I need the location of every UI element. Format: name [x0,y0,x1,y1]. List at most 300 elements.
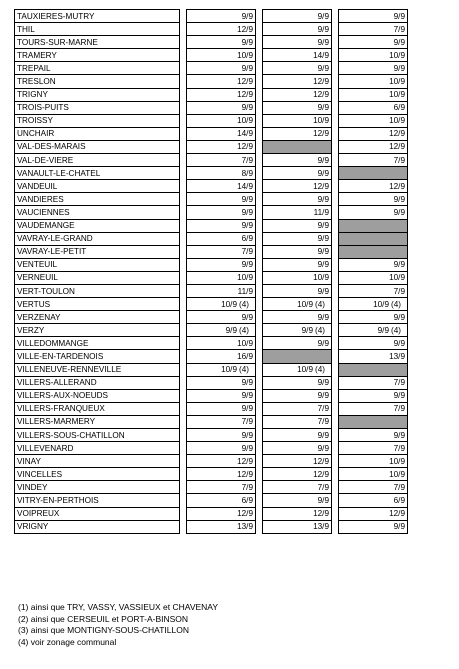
value-text: 7/9 [317,482,329,492]
commune-name: VINDEY [15,481,180,494]
value-text: 7/9 [317,404,329,414]
table-row [15,180,408,193]
value-cell [339,507,408,520]
value-text: 9/9 [241,260,253,270]
commune-name: TREPAIL [15,62,180,75]
value-text: 9/9 [393,63,405,73]
table-row [15,140,408,153]
column-spacer [256,402,263,415]
column-spacer [180,245,187,258]
value-text: 12/9 [313,90,329,100]
value-text: 10/9 [221,299,237,309]
column-spacer [256,36,263,49]
value-text: 10/9 [221,365,237,375]
column-spacer [180,127,187,140]
value-text: 13/9 [389,351,405,361]
value-cell [339,180,408,193]
value-cell [187,36,256,49]
footnote-1: (1) ainsi que TRY, VASSY, VASSIEUX et CHAVENAY [18,602,218,612]
value-cell [187,271,256,284]
value-cell [187,75,256,88]
column-spacer [332,88,339,101]
column-spacer [332,376,339,389]
column-spacer [332,219,339,232]
value-cell [339,311,408,324]
column-spacer [256,271,263,284]
value-cell [263,442,332,455]
value-cell [339,258,408,271]
value-text: 9/9 [317,338,329,348]
table-row [15,232,408,245]
commune-name: VERT-TOULON [15,284,180,297]
table-row [15,324,408,337]
value-cell [263,429,332,442]
commune-name: VITRY-EN-PERTHOIS [15,494,180,507]
commune-name: TOURS-SUR-MARNE [15,36,180,49]
value-text: 9/9 [241,194,253,204]
column-spacer [180,258,187,271]
value-cell [263,258,332,271]
column-spacer [256,127,263,140]
column-spacer [180,232,187,245]
value-text: 7/9 [393,482,405,492]
value-text: 11/9 [313,207,329,217]
table-row [15,337,408,350]
commune-name: TROIS-PUITS [15,101,180,114]
value-cell [187,114,256,127]
column-spacer [332,140,339,153]
value-text: 14/9 [237,181,253,191]
value-cell [263,193,332,206]
value-text: 7/9 [393,24,405,34]
column-spacer [180,481,187,494]
table-row [15,415,408,428]
table-row [15,258,408,271]
value-text: 7/9 [317,417,329,427]
column-spacer [332,206,339,219]
value-cell [263,455,332,468]
column-spacer [332,127,339,140]
value-text: 7/9 [393,443,405,453]
value-cell [339,494,408,507]
value-cell [339,337,408,350]
value-text: 9/9 [241,391,253,401]
value-text: 6/9 [241,234,253,244]
column-spacer [180,114,187,127]
column-spacer [256,101,263,114]
column-spacer [180,154,187,167]
value-text: 9/9 [317,194,329,204]
column-spacer [180,140,187,153]
value-text: 9/9 [241,11,253,21]
column-spacer [332,429,339,442]
commune-name: VILLERS-ALLERAND [15,376,180,389]
table-row [15,494,408,507]
footnote-2: (2) ainsi que CERSEUIL et PORT-A-BINSON [18,613,189,624]
column-spacer [180,337,187,350]
column-spacer [332,49,339,62]
value-text: 9/9 [317,234,329,244]
value-cell [263,468,332,481]
value-text: 9/9 [393,207,405,217]
value-text: 9/9 [241,430,253,440]
value-cell [339,36,408,49]
value-cell [187,507,256,520]
table-row [15,127,408,140]
commune-name: VANDEUIL [15,180,180,193]
value-cell [339,154,408,167]
column-spacer [256,154,263,167]
value-text: 9/9 [393,37,405,47]
commune-name: VILLERS-SOUS-CHATILLON [15,429,180,442]
column-spacer [180,520,187,533]
column-spacer [180,442,187,455]
column-spacer [180,494,187,507]
value-text: 9/9 [317,11,329,21]
value-text: 10/9 [389,469,405,479]
value-cell [187,23,256,36]
column-spacer [180,415,187,428]
column-spacer [332,75,339,88]
value-cell [263,520,332,533]
value-text: 7/9 [241,417,253,427]
commune-name: UNCHAIR [15,127,180,140]
table-row [15,402,408,415]
column-spacer [256,442,263,455]
table-row [15,114,408,127]
commune-name: THIL [15,23,180,36]
value-cell [339,62,408,75]
column-spacer [256,193,263,206]
column-spacer [256,75,263,88]
footnote-ref: (4) [391,299,402,309]
value-cell [263,206,332,219]
column-spacer [332,36,339,49]
column-spacer [332,350,339,363]
value-text: 12/9 [237,509,253,519]
value-text: 9/9 [393,430,405,440]
shaded-cell [263,350,332,363]
value-text: 13/9 [237,522,253,532]
value-text: 12/9 [237,469,253,479]
column-spacer [332,507,339,520]
value-cell [187,415,256,428]
value-text: 7/9 [393,286,405,296]
value-cell [187,350,256,363]
value-text: 9/9 [317,260,329,270]
value-text: 10/9 [237,50,253,60]
commune-name: VAVRAY-LE-PETIT [15,245,180,258]
column-spacer [180,62,187,75]
value-cell [263,36,332,49]
value-text: 12/9 [313,509,329,519]
column-spacer [332,62,339,75]
table-row [15,206,408,219]
value-text: 9/9 [393,260,405,270]
value-cell [263,49,332,62]
value-cell [263,363,332,376]
commune-name: VAUCIENNES [15,206,180,219]
commune-name: VILLEDOMMANGE [15,337,180,350]
column-spacer [180,193,187,206]
value-text: 7/9 [241,247,253,257]
value-cell [339,49,408,62]
value-cell [263,219,332,232]
commune-name: TAUXIERES-MUTRY [15,10,180,23]
value-text: 10/9 [237,338,253,348]
column-spacer [180,88,187,101]
column-spacer [256,206,263,219]
column-spacer [256,520,263,533]
footnote-ref: (4) [391,325,402,335]
footnote-3: (3) ainsi que MONTIGNY-SOUS-CHATILLON [18,625,189,635]
table-row [15,363,408,376]
table-row [15,193,408,206]
column-spacer [332,232,339,245]
table-row [15,376,408,389]
value-text: 10/9 [389,77,405,87]
value-text: 9/9 [317,168,329,178]
value-text: 9/9 [317,37,329,47]
value-cell [187,376,256,389]
value-text: 12/9 [237,24,253,34]
table-row [15,350,408,363]
column-spacer [256,10,263,23]
commune-name: VILLE-EN-TARDENOIS [15,350,180,363]
commune-name: VINAY [15,455,180,468]
table-row [15,284,408,297]
commune-name: VAVRAY-LE-GRAND [15,232,180,245]
value-text: 10/9 [313,116,329,126]
value-text: 9/9 [393,11,405,21]
column-spacer [256,88,263,101]
value-text: 13/9 [313,522,329,532]
column-spacer [332,154,339,167]
column-spacer [332,114,339,127]
value-cell [263,88,332,101]
commune-name: VINCELLES [15,468,180,481]
value-cell [263,337,332,350]
table-row [15,62,408,75]
column-spacer [180,167,187,180]
value-cell [187,219,256,232]
table-row [15,245,408,258]
value-text: 7/9 [241,155,253,165]
column-spacer [180,376,187,389]
column-spacer [332,324,339,337]
table-row [15,520,408,533]
value-cell [263,101,332,114]
value-text: 10/9 [297,299,313,309]
commune-name: VERNEUIL [15,271,180,284]
value-text: 10/9 [237,116,253,126]
column-spacer [180,298,187,311]
commune-name: VILLEVENARD [15,442,180,455]
value-text: 12/9 [313,469,329,479]
value-text: 9/9 [241,312,253,322]
column-spacer [332,415,339,428]
value-text: 9/9 [317,312,329,322]
value-cell [187,363,256,376]
value-text: 9/9 [377,325,389,335]
value-text: 9/9 [317,103,329,113]
column-spacer [332,311,339,324]
column-spacer [256,258,263,271]
commune-name: TROISSY [15,114,180,127]
value-text: 9/9 [317,24,329,34]
column-spacer [180,271,187,284]
footnotes [18,602,218,648]
value-cell [187,154,256,167]
value-text: 9/9 [241,103,253,113]
value-cell [263,494,332,507]
value-text: 9/9 [317,391,329,401]
column-spacer [180,468,187,481]
value-cell [187,167,256,180]
column-spacer [256,62,263,75]
value-cell [263,507,332,520]
column-spacer [256,219,263,232]
value-cell [339,88,408,101]
value-text: 10/9 [389,50,405,60]
value-text: 10/9 [313,273,329,283]
shaded-cell [339,232,408,245]
value-cell [339,298,408,311]
column-spacer [332,389,339,402]
commune-name: VILLERS-FRANQUEUX [15,402,180,415]
column-spacer [256,167,263,180]
commune-name: VOIPREUX [15,507,180,520]
value-text: 9/9 [301,325,313,335]
value-cell [339,429,408,442]
shaded-cell [339,415,408,428]
column-spacer [256,311,263,324]
value-text: 10/9 [297,365,313,375]
value-text: 9/9 [393,312,405,322]
value-text: 9/9 [317,286,329,296]
column-spacer [332,298,339,311]
value-cell [339,389,408,402]
value-cell [339,140,408,153]
value-cell [263,75,332,88]
commune-name: TRIGNY [15,88,180,101]
column-spacer [332,180,339,193]
footnote-ref: (4) [315,325,326,335]
column-spacer [332,468,339,481]
value-text: 8/9 [241,168,253,178]
shaded-cell [339,245,408,258]
value-cell [263,114,332,127]
column-spacer [256,49,263,62]
value-cell [263,298,332,311]
value-cell [187,284,256,297]
value-text: 6/9 [241,496,253,506]
value-text: 10/9 [389,273,405,283]
column-spacer [180,389,187,402]
value-text: 9/9 [393,194,405,204]
table-row [15,481,408,494]
value-text: 7/9 [241,482,253,492]
value-cell [263,154,332,167]
value-cell [187,10,256,23]
column-spacer [332,23,339,36]
footnote-ref: (4) [239,325,250,335]
table-row [15,507,408,520]
value-cell [187,468,256,481]
value-cell [339,10,408,23]
commune-name: VENTEUIL [15,258,180,271]
commune-name: VERZENAY [15,311,180,324]
value-text: 12/9 [237,90,253,100]
value-cell [339,442,408,455]
value-cell [187,520,256,533]
column-spacer [256,140,263,153]
value-text: 16/9 [237,351,253,361]
value-cell [187,481,256,494]
value-text: 9/9 [393,522,405,532]
column-spacer [332,284,339,297]
value-cell [263,402,332,415]
value-cell [187,389,256,402]
column-spacer [180,180,187,193]
value-text: 7/9 [393,404,405,414]
value-cell [263,180,332,193]
column-spacer [332,363,339,376]
column-spacer [180,206,187,219]
value-text: 12/9 [313,77,329,87]
column-spacer [180,10,187,23]
value-cell [187,324,256,337]
column-spacer [256,481,263,494]
value-cell [187,455,256,468]
value-cell [187,337,256,350]
column-spacer [332,442,339,455]
commune-name: VILLERS-AUX-NOEUDS [15,389,180,402]
shaded-cell [339,219,408,232]
commune-name: VILLERS-MARMERY [15,415,180,428]
value-cell [187,442,256,455]
value-cell [339,468,408,481]
value-cell [187,298,256,311]
data-table [14,9,408,534]
value-cell [187,429,256,442]
column-spacer [256,114,263,127]
value-cell [187,402,256,415]
value-text: 9/9 [393,338,405,348]
column-spacer [256,180,263,193]
column-spacer [256,245,263,258]
value-cell [263,481,332,494]
commune-name: VAL-DES-MARAIS [15,140,180,153]
column-spacer [180,350,187,363]
column-spacer [332,258,339,271]
value-text: 6/9 [393,103,405,113]
value-text: 6/9 [393,496,405,506]
value-cell [263,232,332,245]
column-spacer [332,402,339,415]
column-spacer [180,75,187,88]
value-cell [339,114,408,127]
table-row [15,88,408,101]
value-text: 9/9 [241,221,253,231]
shaded-cell [339,167,408,180]
column-spacer [256,350,263,363]
commune-name: VAL-DE-VIERE [15,154,180,167]
column-spacer [332,193,339,206]
column-spacer [332,245,339,258]
value-cell [339,127,408,140]
value-text: 14/9 [313,50,329,60]
